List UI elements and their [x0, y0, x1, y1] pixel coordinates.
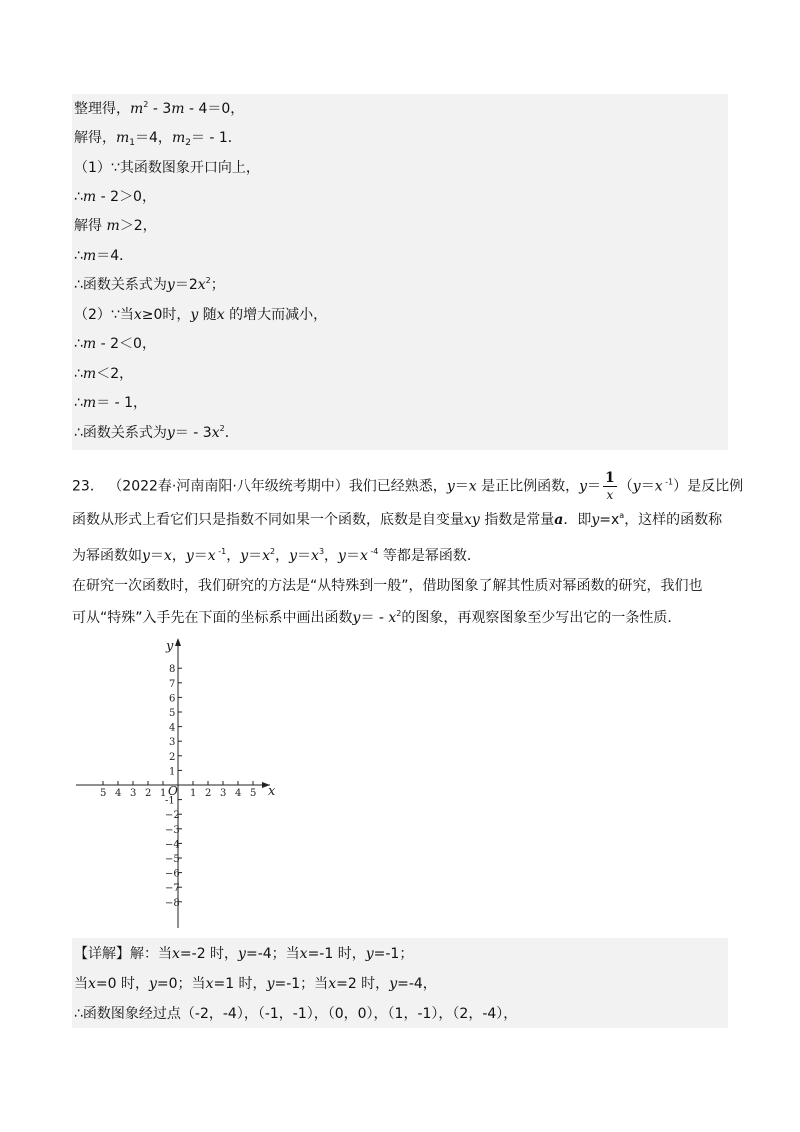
fraction: $\frac{1}{x}$: [605, 470, 615, 502]
y-tick-label: 5: [169, 708, 176, 719]
question-line-2: 函数从形式上看它们只是指数不同如果一个函数，底数是自变量xy 指数是常量a．即$y=x^a$，这样的函数称: [72, 511, 723, 528]
y-tick-label: −7: [165, 883, 180, 895]
question-line-5: 可从“特殊”入手先在下面的坐标系中画出函数$y= - x^2$的图象，再观察图象至少写出它的一条性质．: [72, 609, 682, 626]
x-tick-label: 4: [115, 788, 122, 799]
detail-line-2: 当x=0 时，y=0；当x=1 时，y=-1；当x=2 时，y=-4，: [74, 976, 437, 992]
y-tick-label: 2: [169, 751, 176, 763]
question-line-3: 为幂函数如y＝x，y＝x $^{-1}$，$y=x^2$，$y=x^3$，y＝x $^{-4}$ 等都是幂函数．: [72, 547, 481, 564]
y-tick-label: −2: [165, 810, 180, 822]
y-tick-label: -1: [165, 795, 175, 807]
x-tick-label: 1: [190, 788, 197, 799]
solution-line-7: ∴函数关系式为$y=2x^2$；: [74, 276, 225, 293]
y-tick-label: 8: [169, 664, 176, 676]
question-source: （2022春·河南南阳·八年级统考期中）: [108, 478, 349, 495]
y-tick-label: −8: [165, 897, 180, 909]
solution-line-10: ∴m＜2，: [74, 366, 134, 382]
x-tick-label: 2: [145, 788, 152, 799]
y-tick-label: 7: [169, 678, 176, 690]
x-tick-label: 3: [220, 788, 227, 799]
y-axis-arrow: [175, 638, 181, 646]
solution-line-6: ∴m＝4．: [74, 248, 134, 264]
origin-label: O: [168, 784, 178, 798]
x-tick-label: 5: [250, 788, 257, 799]
x-tick-label: 5: [100, 788, 107, 799]
solution-line-11: ∴m＝ - 1，: [74, 395, 148, 411]
x-tick-label: 2: [205, 788, 212, 799]
y-tick-label: −4: [165, 839, 180, 851]
x-tick-label: 4: [235, 788, 242, 799]
solution-line-2: 解得，$m_1=4$，$m_2= - 1$．: [74, 130, 242, 148]
x-tick-label: 3: [130, 788, 137, 799]
solution-line-4: ∴m - 2＞0，: [74, 189, 156, 205]
x-tick-label: 1: [160, 788, 167, 799]
y-tick-label: 6: [169, 693, 176, 705]
y-tick-label: 4: [169, 722, 176, 734]
question-line-4: 在研究一次函数时，我们研究的方法是“从特殊到一般”，借助图象了解其性质对幂函数的研究，我们也: [72, 578, 703, 594]
y-tick-label: 3: [169, 737, 176, 749]
solution-line-1: 整理得，$m^2 - 3m - 4=0$，: [74, 100, 245, 117]
x-axis-name: x: [268, 784, 276, 799]
detail-line-1: 【详解】解：当x=-2 时，y=-4；当x=-1 时，y=-1；: [74, 946, 414, 962]
solution-line-5: 解得 m＞2，: [74, 218, 157, 234]
y-tick-label: −3: [165, 824, 180, 836]
solution-line-3: （1）∵其函数图象开口向上，: [74, 160, 260, 176]
solution-line-12: ∴函数关系式为$y= - 3x^2$．: [74, 424, 239, 441]
y-tick-label: 1: [169, 766, 176, 778]
y-axis-name: y: [166, 639, 174, 654]
y-tick-label: −6: [165, 868, 180, 880]
detail-line-3: ∴函数图象经过点（-2，-4），（-1，-1），（0，0），（1，-1），（2，-4），: [74, 1006, 518, 1022]
question-number: 23．: [72, 478, 104, 495]
solution-line-9: ∴m - 2＜0，: [74, 336, 156, 352]
axes-group: [76, 638, 276, 928]
solution-line-8: （2）∵当x≥0时，y 随x 的增大而减小，: [74, 307, 328, 323]
question-line-1: 23． （2022春·河南南阳·八年级统考期中）我们已经熟悉，y＝x 是正比例函数，y＝ $\frac{1}{x}$ （y＝x $^{-1}$）是反比例: [72, 470, 744, 502]
y-tick-label: −5: [165, 854, 180, 865]
detail-block: [72, 938, 728, 1028]
